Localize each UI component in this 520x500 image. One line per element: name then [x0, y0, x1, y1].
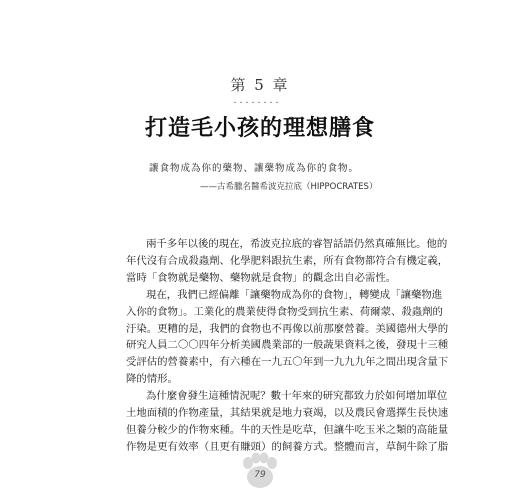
text-line: 汙染。更糟的是，我們的食物也不再像以前那麼營養。美國德州大學的	[126, 322, 449, 335]
text-line: 兩千多年以後的現在，希波克拉底的睿智話語仍然真確無比。他的	[146, 238, 448, 250]
paragraph	[126, 287, 449, 388]
paragraph	[126, 236, 449, 287]
text-line: 年代沒有合成殺蟲劑、化學肥料跟抗生素，所有食物都符合有機定義，	[126, 254, 449, 267]
text-line: 降的情形。	[126, 373, 178, 386]
text-line: 受評估的營養素中，有六種在一九五〇年到一九九九年之間出現含量下	[126, 356, 449, 369]
text-line: 作物是更有效率（且更有賺頭）的飼養方式。整體而言，草飼牛除了脂	[126, 440, 449, 453]
chapter-label: 第 5 章	[230, 76, 290, 94]
text-line: 現在，我們已經偏離「讓藥物成為你的食物」，轉變成「讓藥物進	[146, 288, 443, 301]
text-line: 土地面積的作物產量，其結果就是地力衰竭，以及農民會選擇生長快速	[126, 407, 449, 420]
text-line: 但養分較少的作物來種。牛的天性是吃草，但讓牛吃玉米之類的高能量	[126, 423, 449, 436]
epigraph-quote: 讓食物成為你的藥物、讓藥物成為你的食物。	[149, 163, 360, 174]
text-line: 當時「食物就是藥物、藥物就是食物」的觀念出自必需性。	[126, 271, 397, 284]
text-line: 為什麼會發生這種情況呢？數十年來的研究都致力於如何增加單位	[146, 390, 448, 403]
body-text	[126, 236, 449, 456]
text-line: 研究人員二〇〇四年分析美國農業部的一般蔬果資料之後，發現十三種	[126, 339, 449, 352]
epigraph-attribution: ——古希臘名醫希波克拉底（HIPPOCRATES）	[200, 182, 378, 192]
page-number: 79	[254, 470, 266, 480]
chapter-dots-divider: ．．．．．．．．	[233, 95, 287, 106]
chapter-title: 打造毛小孩的理想膳食	[144, 116, 375, 141]
paragraph	[126, 388, 449, 456]
text-line: 入你的食物」。工業化的農業使得食物受到抗生素、荷爾蒙、殺蟲劑的	[126, 305, 443, 318]
